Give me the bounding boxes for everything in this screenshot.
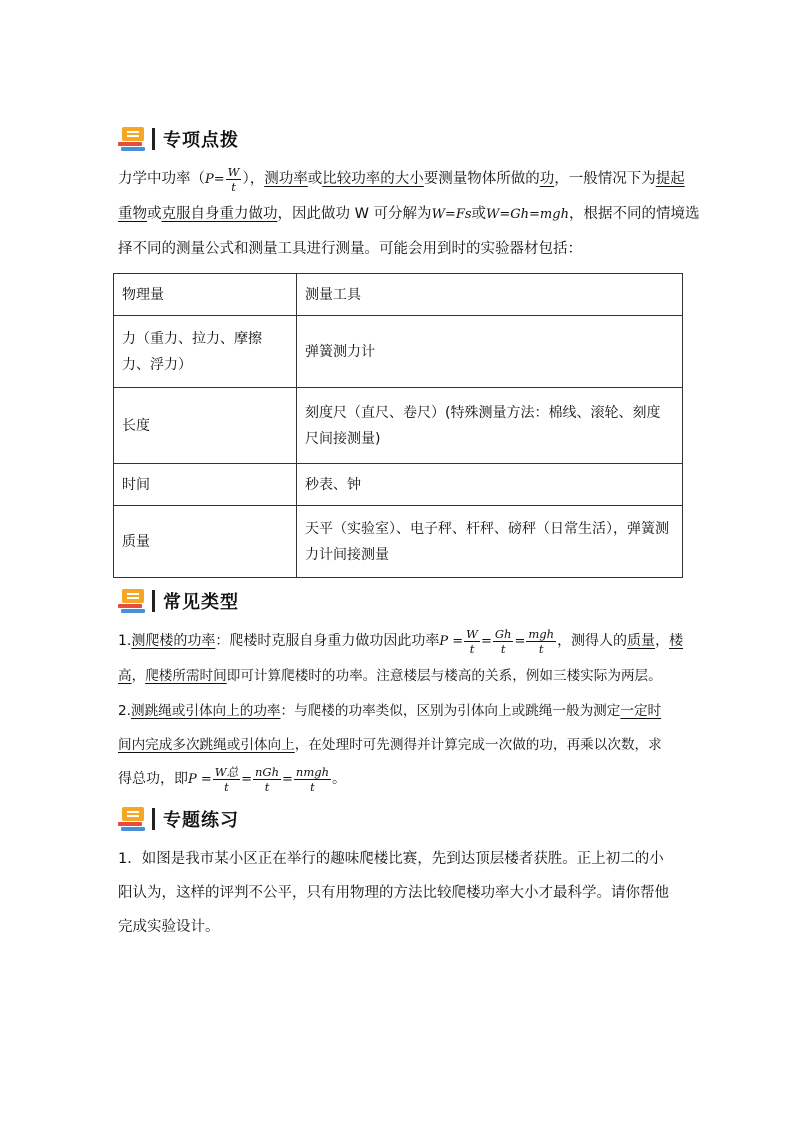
books-icon [118,125,146,153]
practice-question-1: 1．如图是我市某小区正在举行的趣味爬楼比赛，先到达顶层楼者获胜。正上初二的小阳认为，这样的评判不公平，只有用物理的方法比较爬楼功率大小才最科学。请你帮他完成实验设计。 [118,851,669,935]
underlined-term: 重物 [118,206,147,222]
fraction: $\frac{\text{mgh}}{t}$ [528,626,555,656]
table-row [114,464,683,506]
section-title: 常见类型 [163,592,239,613]
table-cell: 质量 [114,506,297,578]
table-header-row [114,274,683,316]
text: 择不同的测量公式和测量工具进行测量。可能会用到时的实验器材包括： [118,241,582,257]
underlined-term: 一定时 [620,703,662,719]
formula: P = [188,772,212,787]
table-cell: 秒表、钟 [297,464,683,506]
section-header-tips [118,124,239,154]
underlined-term: 测爬楼的功率 [131,633,216,649]
underlined-term: 测功率 [264,171,308,187]
formula: P = [439,634,464,649]
fraction: $\frac{W}{t}$ [466,626,478,656]
underlined-term: 克服自身重力做功 [161,206,278,222]
text: 力学中功率（ [118,171,205,187]
section-title: 专题练习 [163,810,239,831]
table-row [114,506,683,578]
table-cell: 刻度尺（直尺、卷尺）(特殊测量方法：棉线、滚轮、刻度尺间接测量) [297,388,683,464]
header-cell: 物理量 [114,274,297,316]
section-header-types [118,586,239,616]
divider-bar [152,590,155,612]
fraction: $\frac{\text{nmgh}}{t}$ [295,764,330,794]
divider-bar [152,808,155,830]
formula: W=Fs [431,207,472,222]
table-cell: 长度 [114,388,297,464]
fraction: $\frac{\text{W总}}{t}$ [214,764,239,794]
books-icon [118,587,146,615]
header-cell: 测量工具 [297,274,683,316]
underlined-term: 提起 [655,171,685,187]
formula: P= [205,172,225,187]
measurement-table [113,273,683,578]
underlined-term: 间内完成多次跳绳或引体向上 [118,737,295,753]
table-cell: 力（重力、拉力、摩擦力、浮力） [114,316,297,388]
books-icon [118,805,146,833]
fraction: $\frac{Gh}{t}$ [494,626,512,656]
underlined-term: 质量 [627,633,656,649]
formula: W=Gh=mgh [486,207,569,222]
fraction: $\frac{W}{t}$ [227,164,240,194]
underlined-term: 测跳绳或引体向上的功率 [130,703,281,719]
table-row [114,316,683,388]
table-cell: 时间 [114,464,297,506]
table-row [114,388,683,464]
section-title: 专项点拨 [163,130,239,151]
types-paragraph-1: 1.测爬楼的功率：爬楼时克服自身重力做功因此功率P = $\frac{W}{t}$ = $\frac{Gh}{t}$ = $\frac{\text{mgh}}{t}$ ，测得人的质量，楼 高，爬楼所需时间即可计算爬楼时的功率。注意楼层与楼高的关系，例如三楼实际为两层。 [118,626,684,684]
underlined-term: 爬楼所需时间 [145,668,227,684]
table-cell: 弹簧测力计 [297,316,683,388]
table-cell: 天平（实验室）、电子秤、杆秤、磅秤（日常生活），弹簧测力计间接测量 [297,506,683,578]
underlined-term: 功 [539,171,555,187]
intro-paragraph: 力学中功率（P= $\frac{W}{t}$ ），测功率或比较功率的大小要测量物体所做的功，一般情况下为提起 重物或克服自身重力做功，因此做功 W 可分解为W=Fs或W=Gh=mgh，根据不同的情境选 择不同的测量公式和测量工具进行测量。可能会用到时的实验器材包括： [118,164,700,257]
fraction: $\frac{\text{nGh}}{t}$ [255,764,280,794]
underlined-term: 楼 [669,633,684,649]
underlined-term: 高 [118,668,132,684]
types-paragraph-2: 2.测跳绳或引体向上的功率：与爬楼的功率类似，区别为引体向上或跳绳一般为测定一定时 间内完成多次跳绳或引体向上，在处理时可先测得并计算完成一次做的功，再乘以次数，求 得总功，即P = $\frac{\text{W总}}{t}$ = $\frac{\text{nGh}}{t}$ = $\frac{\text{nmgh}}{t}$ 。 [118,703,662,794]
text: ）， [242,171,265,187]
divider-bar [152,128,155,150]
section-header-practice [118,804,239,834]
underlined-term: 比较功率的大小 [322,171,424,187]
